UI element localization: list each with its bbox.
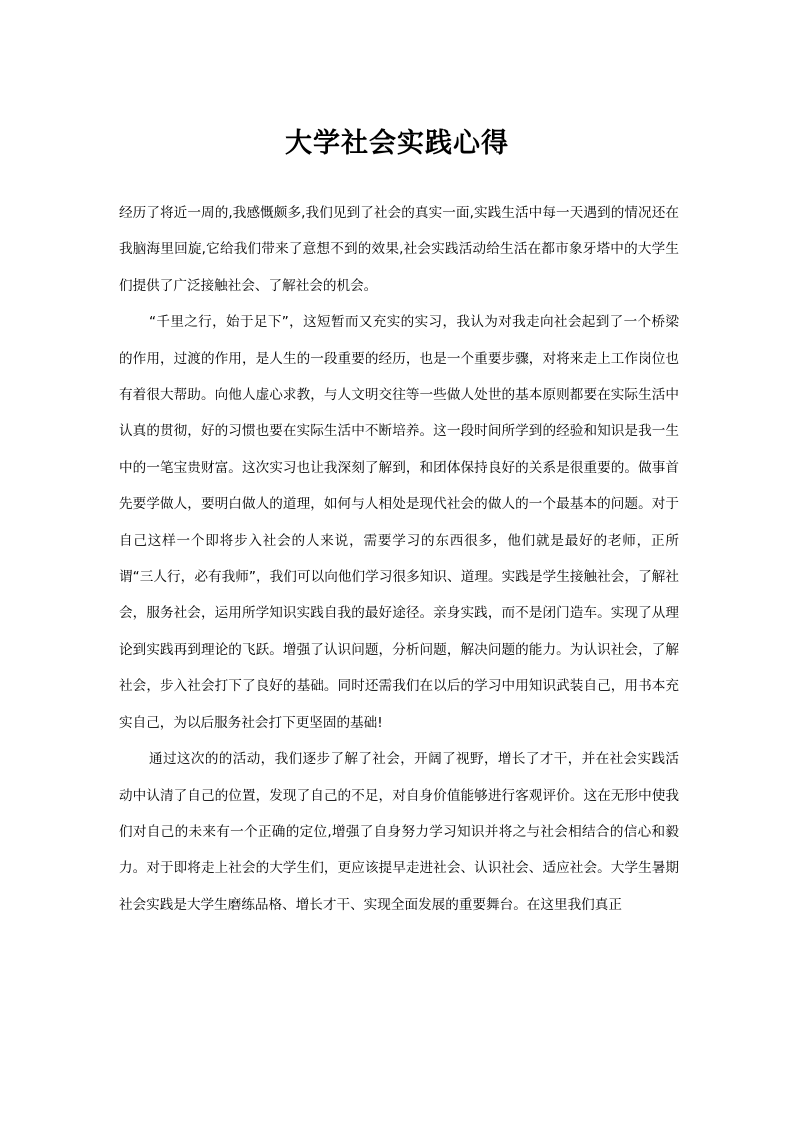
paragraph-3: 通过这次的的活动，我们逐步了解了社会，开阔了视野，增长了才干，并在社会实践活动中认清了自己的位置，发现了自己的不足，对自身价值能够进行客观评价。这在无形中使我们对自己的未来有一个正确的定位,增强了自身努力学习知识并将之与社会相结合的信心和毅力。对于即将走上社会的大学生们，更应该提早走进社会、认识社会、适应社会。大学生暑期社会实践是大学生磨练品格、增长才干、实现全面发展的重要舞台。在这里我们真正 bbox=[119, 751, 679, 913]
document-title: 大学社会实践心得 bbox=[285, 128, 509, 159]
paragraph-1: 经历了将近一周的,我感慨颇多,我们见到了社会的真实一面,实践生活中每一天遇到的情况还在我脑海里回旋,它给我们带来了意想不到的效果,社会实践活动给生活在都市象牙塔中的大学生们提供了广泛接触社会、了解社会的机会。 bbox=[119, 205, 679, 294]
document-body bbox=[119, 195, 679, 923]
paragraph-2: “千里之行，始于足下”，这短暂而又充实的实习，我认为对我走向社会起到了一个桥梁的作用，过渡的作用，是人生的一段重要的经历，也是一个重要步骤，对将来走上工作岗位也有着很大帮助。向他人虚心求教，与人文明交往等一些做人处世的基本原则都要在实际生活中认真的贯彻，好的习惯也要在实际生活中不断培养。这一段时间所学到的经验和知识是我一生中的一笔宝贵财富。这次实习也让我深刻了解到，和团体保持良好的关系是很重要的。做事首先要学做人，要明白做人的道理，如何与人相处是现代社会的做人的一个最基本的问题。对于自己这样一个即将步入社会的人来说，需要学习的东西很多，他们就是最好的老师，正所谓“三人行，必有我师”，我们可以向他们学习很多知识、道理。实践是学生接触社会，了解社会，服务社会，运用所学知识实践自我的最好途径。亲身实践，而不是闭门造车。实现了从理论到实践再到理论的飞跃。增强了认识问题，分析问题，解决问题的能力。为认识社会，了解社会，步入社会打下了良好的基础。同时还需我们在以后的学习中用知识武装自己，用书本充实自己，为以后服务社会打下更坚固的基础! bbox=[119, 314, 679, 731]
